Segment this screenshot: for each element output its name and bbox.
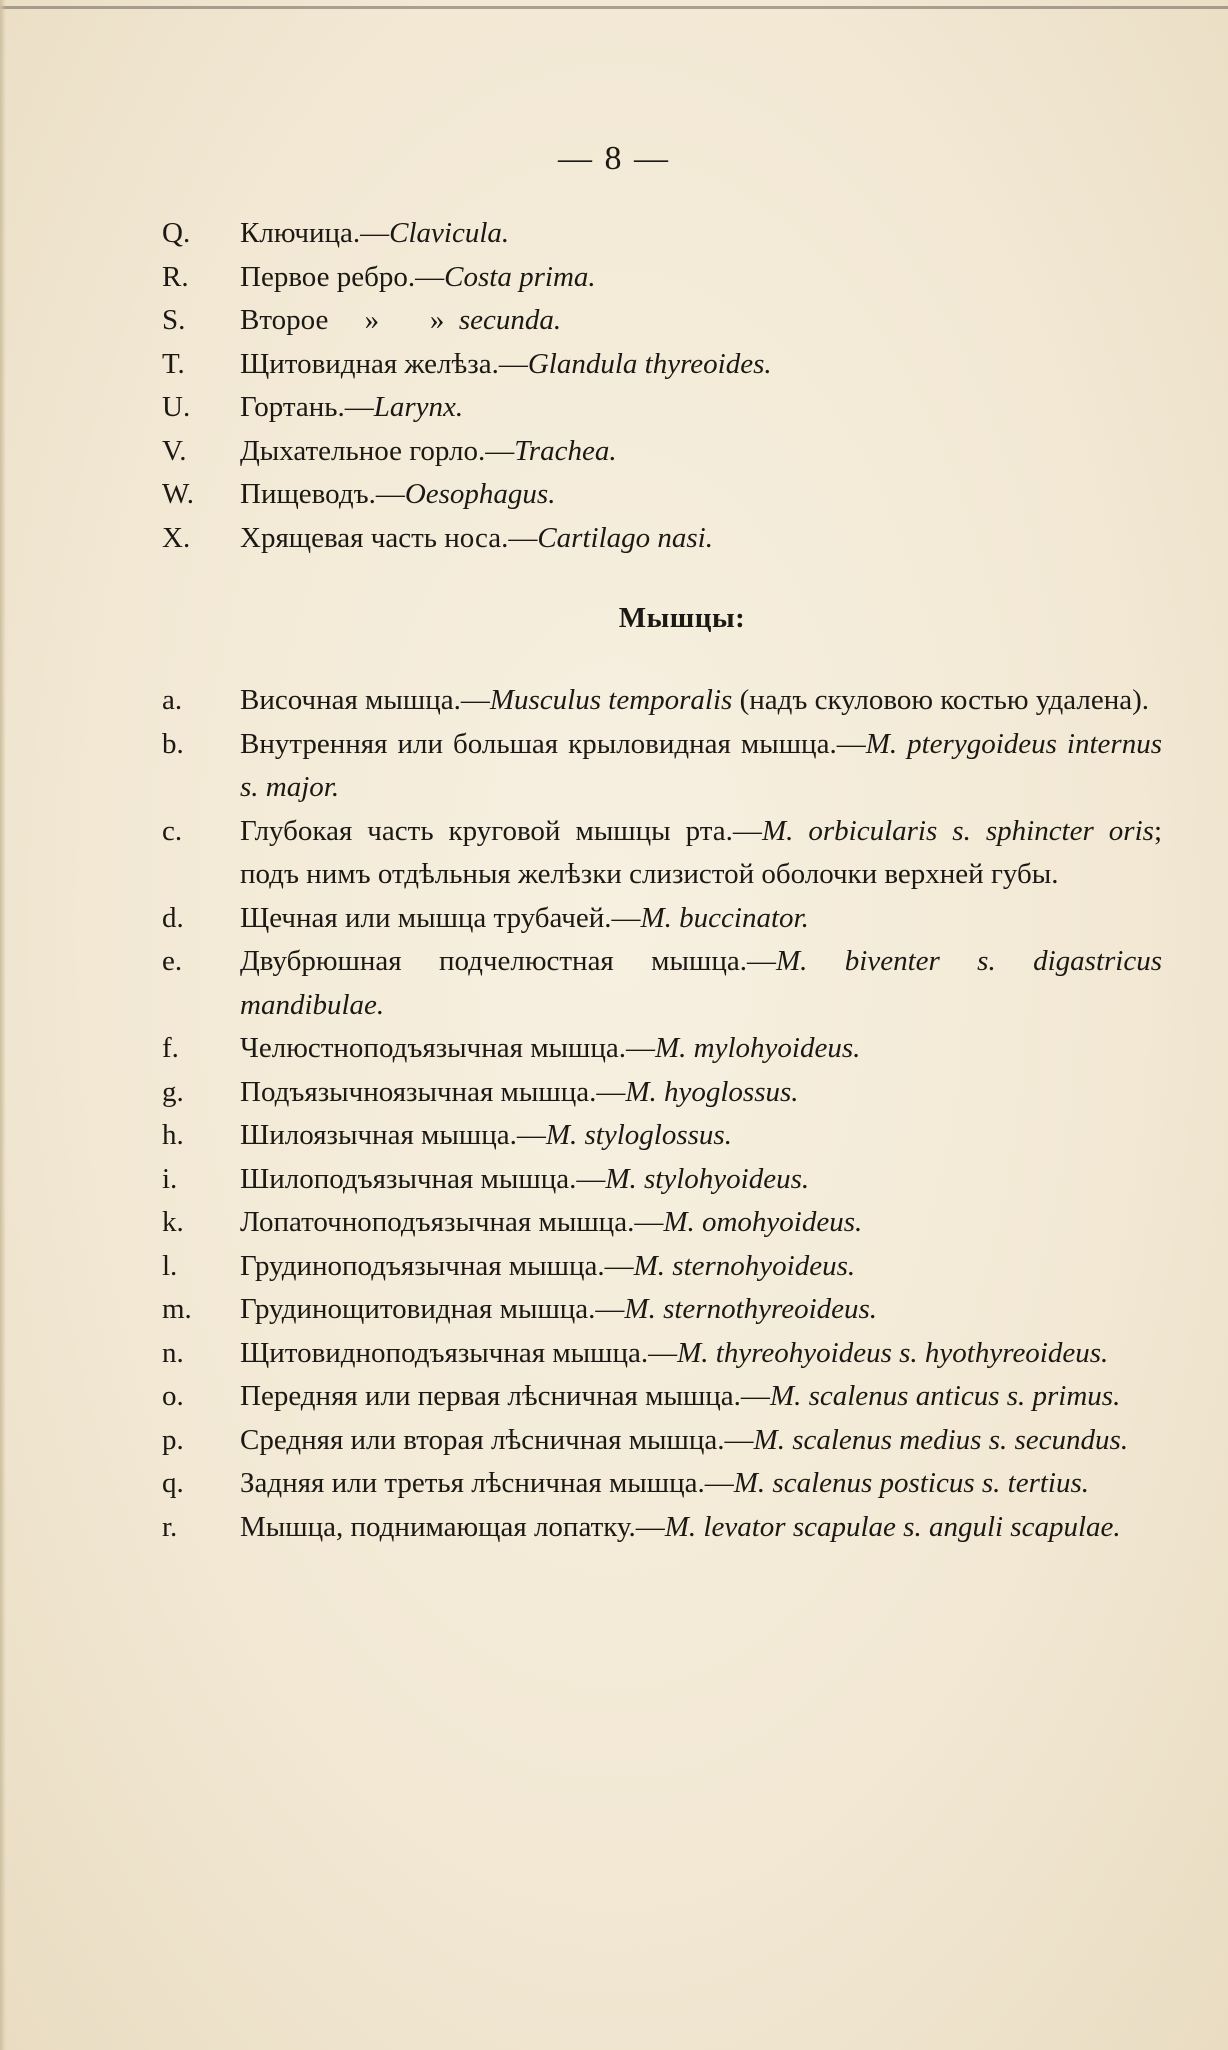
entry-note: (надъ скуловою костью удалена). [732,684,1150,716]
entry-text [240,430,1162,474]
latin-name: M. styloglossus. [545,1119,732,1151]
entry-letter: d. [162,901,184,934]
entry-text [240,1158,1162,1202]
legend-list [162,212,1162,1549]
muscle-entry [162,1332,1162,1376]
muscle-entry [162,1375,1162,1419]
russian-name: Хрящевая часть носа.— [240,521,538,554]
entry-text [240,723,1162,810]
muscle-entry [162,723,1162,810]
bone-entry [162,517,1162,561]
entry-letter: U. [162,391,191,423]
latin-name: M. scalenus medius s. secundus. [753,1423,1129,1456]
russian-name: Подъязычноязычная мышца.— [240,1075,626,1108]
entry-text [240,1245,1162,1289]
latin-name: M. sternohyoideus. [633,1249,856,1282]
entry-text [240,1114,1162,1158]
entry-text [240,212,1162,256]
bone-entry [162,386,1162,430]
russian-name: Первое ребро.— [240,260,445,293]
entry-text [240,517,1162,561]
entry-letter: n. [162,1336,184,1369]
latin-name: Trachea. [514,434,617,467]
latin-name: Glandula thyreoides. [527,347,772,380]
entry-letter: S. [162,304,186,336]
russian-name: Гортань.— [240,391,374,423]
entry-text [240,1506,1162,1550]
entry-text [240,1288,1162,1332]
page-number: — 8 — [558,140,670,177]
latin-name: M. orbicularis s. sphincter oris [761,814,1154,847]
entry-letter: X. [162,521,191,554]
entry-note: ; подъ нимъ отдѣльныя желѣзки слизистой оболочки верхней губы. [240,814,1162,890]
entry-text [240,473,1162,517]
entry-letter: i. [162,1162,178,1195]
entry-letter: R. [162,260,189,293]
bone-entry [162,430,1162,474]
entry-text [240,1332,1162,1376]
bone-entry [162,212,1162,256]
latin-name: M. thyreohyoideus s. hyothyreoideus. [677,1336,1109,1369]
russian-name: Средняя или вторая лѣсничная мышца.— [240,1423,754,1456]
russian-name: Грудинощитовидная мышца.— [240,1293,625,1325]
entry-letter: q. [162,1467,184,1499]
entry-letter: p. [162,1423,184,1456]
bone-entry [162,299,1162,343]
bone-entry [162,473,1162,517]
russian-name: Пищеводъ.— [240,478,405,510]
latin-name: M. stylohyoideus. [605,1162,810,1195]
entry-text [240,1027,1162,1071]
latin-name: M. mylohyoideus. [655,1032,861,1064]
entry-letter: k. [162,1206,184,1238]
latin-name: M. scalenus anticus s. primus. [769,1380,1121,1412]
muscle-entry [162,940,1162,1027]
russian-name: Височная мышца.— [240,684,490,716]
entry-text [240,343,1162,387]
russian-name: Грудиноподъязычная мышца.— [240,1249,634,1282]
entry-text [240,1462,1162,1506]
latin-name: Oesophagus. [404,478,556,510]
entry-letter: b. [162,727,184,760]
muscles-legend [162,679,1162,1549]
top-border-line [0,6,1228,9]
bone-entry [162,343,1162,387]
russian-name: Задняя или третья лѣсничная мышца.— [240,1467,734,1499]
latin-name: Musculus temporalis [489,684,733,716]
muscle-entry [162,1506,1162,1550]
entry-text [240,1419,1162,1463]
muscle-entry [162,1158,1162,1202]
muscle-entry [162,810,1162,897]
latin-name: M. scalenus posticus s. tertius. [733,1467,1090,1499]
muscle-entry [162,1245,1162,1289]
bones-legend [162,212,1162,560]
entry-letter: h. [162,1119,184,1151]
entry-text [240,1201,1162,1245]
latin-name: Cartilago nasi. [537,521,713,554]
entry-letter: c. [162,814,183,847]
russian-name: Лопаточноподъязычная мышца.— [240,1206,664,1238]
russian-name: Дыхательное горло.— [240,434,515,467]
entry-text [240,897,1162,941]
russian-name: Глубокая часть круговой мышцы рта.— [240,814,762,847]
entry-letter: V. [162,434,187,467]
russian-name: Щитовидноподъязычная мышца.— [240,1336,678,1369]
entry-text [240,299,1162,343]
muscle-entry [162,1027,1162,1071]
entry-text [240,679,1162,723]
latin-name: Clavicula. [389,217,510,249]
muscle-entry [162,1114,1162,1158]
russian-name: Двубрюшная подчелюстная мышца.— [240,945,776,977]
entry-text [240,940,1162,1027]
entry-letter: g. [162,1075,184,1108]
latin-name: M. omohyoideus. [663,1206,863,1238]
entry-letter: Q. [162,217,191,249]
latin-name: M. levator scapulae s. anguli scapulae. [664,1510,1121,1543]
muscle-entry [162,1462,1162,1506]
muscle-entry [162,1419,1162,1463]
muscle-entry [162,897,1162,941]
russian-name: Второе » » [240,304,459,336]
entry-text [240,1071,1162,1115]
entry-text [240,1375,1162,1419]
russian-name: Щечная или мышца трубачей.— [240,901,641,934]
muscle-entry [162,1071,1162,1115]
russian-name: Внутренняя или большая крыловидная мышца.— [240,727,866,760]
muscle-entry [162,1201,1162,1245]
entry-text [240,810,1162,897]
entry-letter: r. [162,1510,178,1543]
latin-name: M. hyoglossus. [625,1075,799,1108]
latin-name: Larynx. [373,391,464,423]
latin-name: M. buccinator. [640,901,809,934]
entry-letter: l. [162,1249,178,1282]
page-edge-shadow [0,0,6,2050]
latin-name: M. pterygoideus internus s. major. [240,727,1162,803]
entry-letter: m. [162,1293,192,1325]
entry-letter: f. [162,1032,179,1064]
bone-entry [162,256,1162,300]
entry-letter: e. [162,945,183,977]
russian-name: Челюстноподъязычная мышца.— [240,1032,656,1064]
entry-letter: W. [162,478,194,510]
russian-name: Передняя или первая лѣсничная мышца.— [240,1380,770,1412]
entry-letter: a. [162,684,183,716]
russian-name: Шилоязычная мышца.— [240,1119,546,1151]
entry-text [240,386,1162,430]
muscle-entry [162,1288,1162,1332]
latin-name: secunda. [458,304,562,336]
russian-name: Щитовидная желѣза.— [240,347,528,380]
russian-name: Шилоподъязычная мышца.— [240,1162,606,1195]
entry-letter: T. [162,347,185,380]
latin-name: Costa prima. [444,260,596,293]
muscles-heading: Мышцы: [618,602,746,634]
muscle-entry [162,679,1162,723]
russian-name: Мышца, поднимающая лопатку.— [240,1510,665,1543]
entry-letter: o. [162,1380,184,1412]
russian-name: Ключица.— [240,217,390,249]
latin-name: M. sternothyreoideus. [624,1293,878,1325]
latin-name: M. biventer s. digastricus mandibulae. [240,945,1163,1021]
entry-text [240,256,1162,300]
